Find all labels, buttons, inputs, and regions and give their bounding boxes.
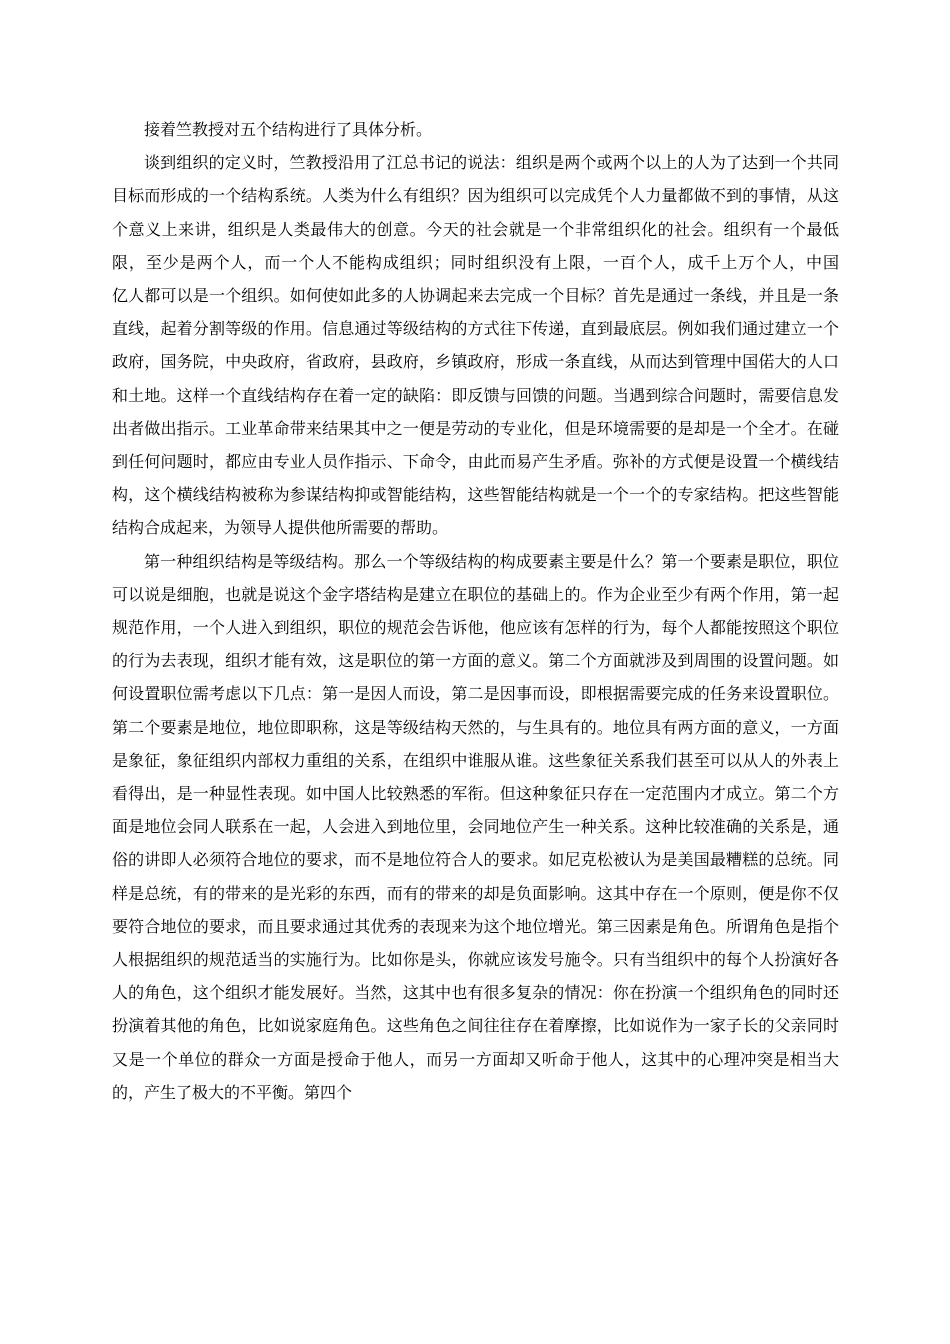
- paragraph-hierarchy-structure: 第一种组织结构是等级结构。那么一个等级结构的构成要素主要是什么？第一个要素是职位，职位可以说是细胞，也就是说这个金字塔结构是建立在职位的基础上的。作为企业至少有两个作用，第一起规范作用，一个人进入到组织，职位的规范会告诉他，他应该有怎样的行为，每个人都能按照这个职位的行为去表现，组织才能有效，这是职位的第一方面的意义。第二个方面就涉及到周围的设置问题。如何设置职位需考虑以下几点：第一是因人而设，第二是因事而设，即根据需要完成的任务来设置职位。第二个要素是地位，地位即职称，这是等级结构天然的，与生具有的。地位具有两方面的意义，一方面是象征，象征组织内部权力重组的关系，在组织中谁服从谁。这些象征关系我们甚至可以从人的外表上看得出，是一种显性表现。如中国人比较熟悉的军衔。但这种象征只存在一定范围内才成立。第二个方面是地位会同人联系在一起，人会进入到地位里，会同地位产生一种关系。这种比较准确的关系是，通俗的讲即人必须符合地位的要求，而不是地位符合人的要求。如尼克松被认为是美国最糟糕的总统。同样是总统，有的带来的是光彩的东西，而有的带来的却是负面影响。这其中存在一个原则，便是你不仅要符合地位的要求，而且要求通过其优秀的表现来为这个地位增光。第三因素是角色。所谓角色是指个人根据组织的规范适当的实施行为。比如你是头，你就应该发号施令。只有当组织中的每个人扮演好各人的角色，这个组织才能发展好。当然，这其中也有很多复杂的情况：你在扮演一个组织角色的同时还扮演着其他的角色，比如说家庭角色。这些角色之间往往存在着摩擦，比如说作为一家子长的父亲同时又是一个单位的群众一方面是授命于他人，而另一方面却又听命于他人，这其中的心理冲突是相当大的，产生了极大的不平衡。第四个: [112, 551, 839, 1102]
- paragraph-intro: 接着竺教授对五个结构进行了具体分析。: [144, 120, 433, 139]
- document-body: [112, 113, 872, 1109]
- paragraph-organization-definition: 谈到组织的定义时，竺教授沿用了江总书记的说法：组织是两个或两个以上的人为了达到一个共同目标而形成的一个结构系统。人类为什么有组织？因为组织可以完成凭个人力量都做不到的事情，从这个意义上来讲，组织是人类最伟大的创意。今天的社会就是一个非常组织化的社会。组织有一个最低限，至少是两个人，而一个人不能构成组织；同时组织没有上限，一百个人，成千上万个人，中国 亿人都可以是一个组织。如何使如此多的人协调起来去完成一个目标？首先是通过一条线，并且是一条直线，起着分割等级的作用。信息通过等级结构的方式往下传递，直到最底层。例如我们通过建立一个政府，国务院，中央政府，省政府，县政府，乡镇政府，形成一条直线，从而达到管理中国偌大的人口和土地。这样一个直线结构存在着一定的缺陷：即反馈与回馈的问题。当遇到综合问题时，需要信息发出者做出指示。工业革命带来结果其中之一便是劳动的专业化，但是环境需要的是却是一个全才。在碰到任何问题时，都应由专业人员作指示、下命令，由此而易产生矛盾。弥补的方式便是设置一个横线结构，这个横线结构被称为参谋结构抑或智能结构，这些智能结构就是一个一个的专家结构。把这些智能结构合成起来，为领导人提供他所需要的帮助。: [112, 153, 872, 538]
